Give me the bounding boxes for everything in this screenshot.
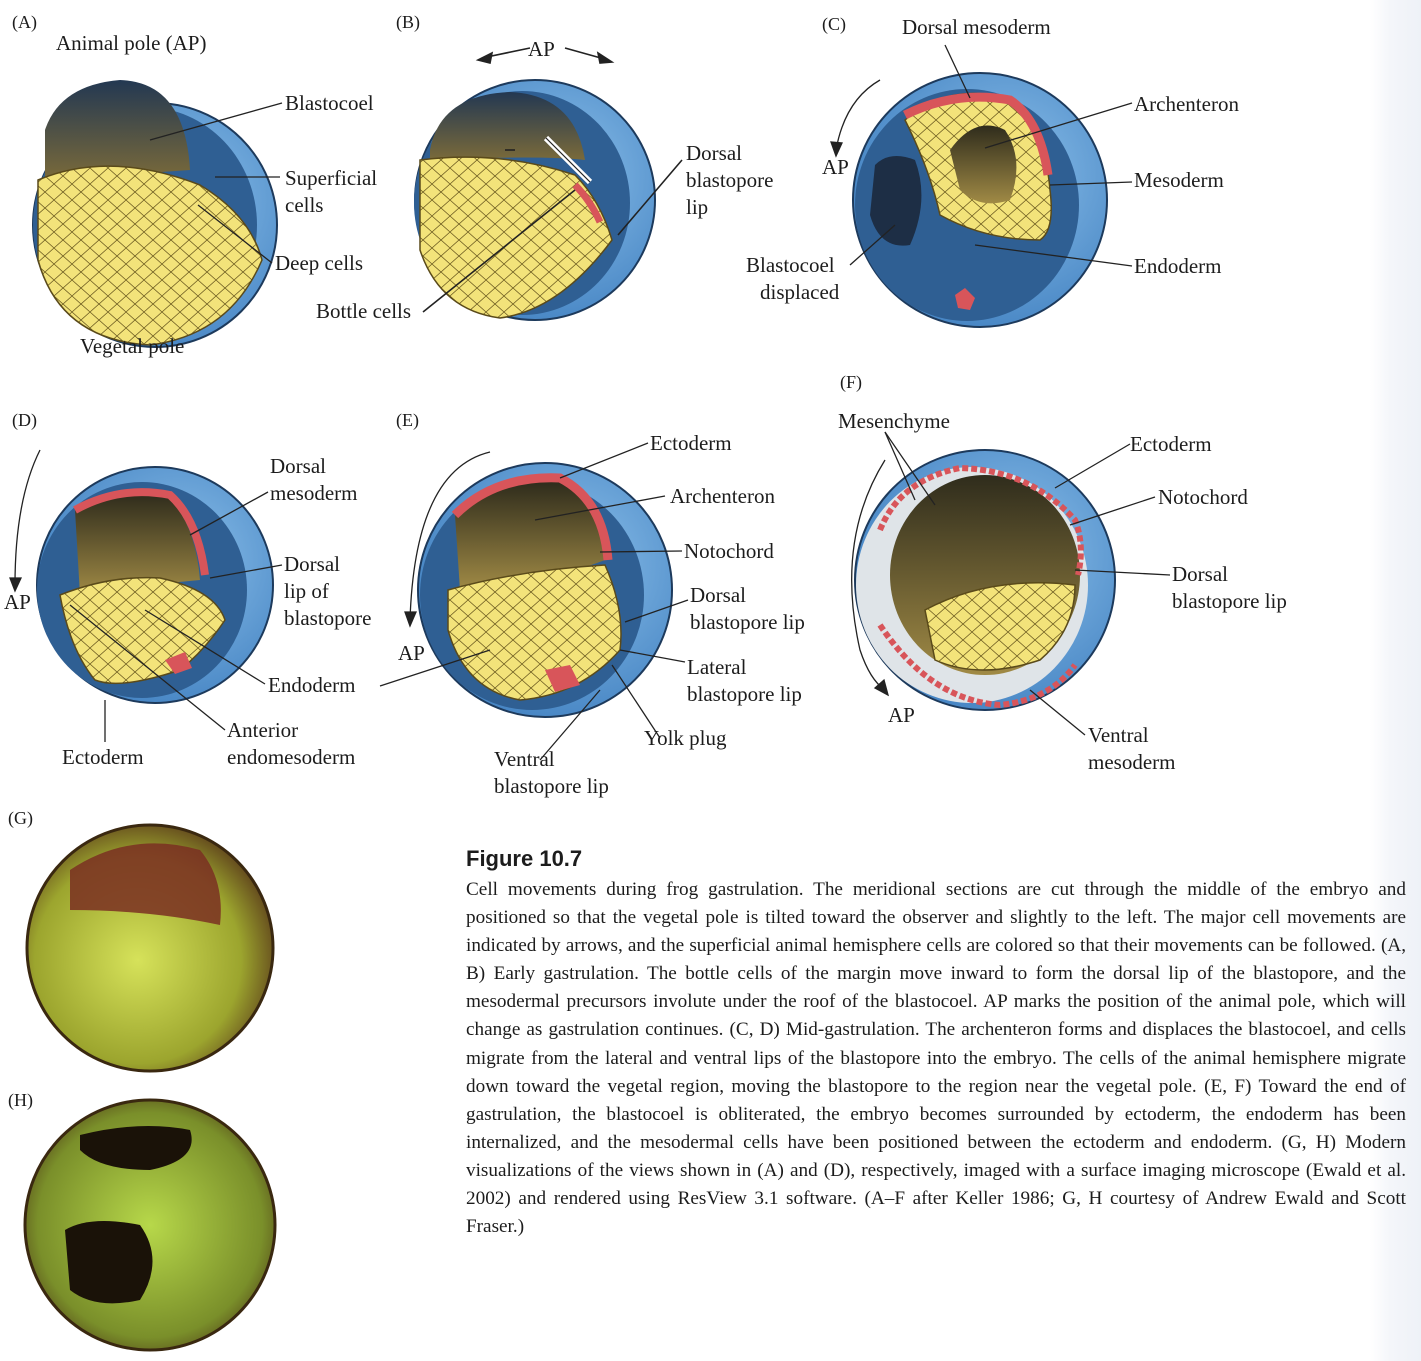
- label-archenteron-c: Archenteron: [1134, 92, 1239, 116]
- label-archenteron-e: Archenteron: [670, 484, 775, 508]
- label-ap-e: AP: [398, 641, 425, 665]
- label-notochord-f: Notochord: [1158, 485, 1248, 509]
- label-ectoderm-f: Ectoderm: [1130, 432, 1212, 456]
- panel-letter-c: (C): [822, 14, 846, 34]
- label-ap-d: AP: [4, 590, 31, 614]
- panel-c-embryo: [853, 73, 1107, 327]
- label-ap-c: AP: [822, 155, 849, 179]
- panel-a-embryo: [33, 80, 277, 347]
- label-dorsal-mesoderm-d-2: mesoderm: [270, 481, 358, 505]
- label-dorsal-lip-d-2: lip of: [284, 579, 329, 603]
- panel-letter-e: (E): [396, 410, 419, 430]
- label-ectoderm-d: Ectoderm: [62, 745, 144, 769]
- label-dorsal-blastopore-lip-f-2: blastopore lip: [1172, 589, 1287, 613]
- label-mesoderm-c: Mesoderm: [1134, 168, 1224, 192]
- label-lateral-blastopore-lip-1: Lateral: [687, 655, 747, 679]
- panel-letter-b: (B): [396, 12, 420, 32]
- label-endoderm-d: Endoderm: [268, 673, 356, 697]
- label-animal-pole: Animal pole (AP): [56, 31, 207, 55]
- label-blastocoel-displaced-2: displaced: [760, 280, 840, 304]
- label-anterior-endomesoderm-2: endomesoderm: [227, 745, 356, 769]
- label-anterior-endomesoderm-1: Anterior: [227, 718, 299, 742]
- panel-letter-d: (D): [12, 410, 37, 430]
- label-dorsal-blastopore-lip-b-3: lip: [686, 195, 709, 219]
- label-ventral-blastopore-lip-2: blastopore lip: [494, 774, 609, 798]
- label-dorsal-mesoderm-d-1: Dorsal: [270, 454, 326, 478]
- label-vegetal-pole: Vegetal pole: [80, 334, 185, 358]
- label-bottle-cells: Bottle cells: [316, 299, 412, 323]
- label-dorsal-blastopore-lip-f-1: Dorsal: [1172, 562, 1228, 586]
- panel-h-photo: [25, 1100, 275, 1350]
- label-dorsal-lip-d-3: blastopore: [284, 606, 372, 630]
- panel-letter-g: (G): [8, 808, 33, 828]
- label-mesenchyme: Mesenchyme: [838, 409, 950, 433]
- label-superficial-cells-1: Superficial: [285, 166, 378, 190]
- label-dorsal-blastopore-lip-b-2: blastopore: [686, 168, 774, 192]
- label-lateral-blastopore-lip-2: blastopore lip: [687, 682, 802, 706]
- panel-b-embryo: [414, 80, 655, 320]
- label-blastocoel-a: Blastocoel: [285, 91, 374, 115]
- label-ectoderm-e: Ectoderm: [650, 431, 732, 455]
- label-notochord-e: Notochord: [684, 539, 774, 563]
- label-dorsal-mesoderm-c: Dorsal mesoderm: [902, 15, 1051, 39]
- label-ventral-mesoderm-1: Ventral: [1088, 723, 1149, 747]
- label-dorsal-blastopore-lip-e-1: Dorsal: [690, 583, 746, 607]
- panel-letter-f: (F): [840, 372, 862, 392]
- label-dorsal-blastopore-lip-b-1: Dorsal: [686, 141, 742, 165]
- label-ap-f: AP: [888, 703, 915, 727]
- label-ventral-blastopore-lip-1: Ventral: [494, 747, 555, 771]
- label-blastocoel-displaced-1: Blastocoel: [746, 253, 835, 277]
- panel-letter-a: (A): [12, 12, 37, 32]
- label-deep-cells: Deep cells: [275, 251, 364, 275]
- label-yolk-plug: Yolk plug: [644, 726, 727, 750]
- label-ventral-mesoderm-2: mesoderm: [1088, 750, 1176, 774]
- figure-caption: Cell movements during frog gastrulation. The meridional sections are cut through the middle of the embryo and positioned so that the vegetal pole is tilted toward the observer and slightly to the left. The major cell movements are indicated by arrows, and the superficial animal hemisphere cells are colored so that their movements can be followed. (A, B) Early gastrulation. The bottle cells of the margin move inward to form the dorsal lip of the blastopore, and the mesodermal precursors involute under the roof of the blastocoel. AP marks the position of the animal pole, which will change as gastrulation continues. (C, D) Mid-gastrulation. The archenteron forms and displaces the blastocoel, and cells migrate from the lateral and ventral lips of the blastopore into the embryo. The cells of the animal hemisphere migrate down toward the vegetal region, moving the blastopore to the region near the vegetal pole. (E, F) Toward the end of gastrulation, the blastocoel is obliterated, the embryo becomes surrounded by ectoderm, the endoderm has been internalized, and the mesodermal cells have been positioned between the ectoderm and endoderm. (G, H) Modern visualizations of the views shown in (A) and (D), respectively, imaged with a surface imaging microscope (Ewald et al. 2002) and rendered using ResView 3.1 software. (A–F after Keller 1986; G, H courtesy of Andrew Ewald and Scott Fraser.): [466, 879, 1406, 1238]
- label-endoderm-c: Endoderm: [1134, 254, 1222, 278]
- label-dorsal-lip-d-1: Dorsal: [284, 552, 340, 576]
- panel-g-photo: [27, 825, 273, 1071]
- label-ap-b: AP: [528, 37, 555, 61]
- figure-title: Figure 10.7: [466, 846, 583, 871]
- label-superficial-cells-2: cells: [285, 193, 324, 217]
- panel-f-embryo: [855, 450, 1115, 710]
- label-dorsal-blastopore-lip-e-2: blastopore lip: [690, 610, 805, 634]
- panel-letter-h: (H): [8, 1090, 33, 1110]
